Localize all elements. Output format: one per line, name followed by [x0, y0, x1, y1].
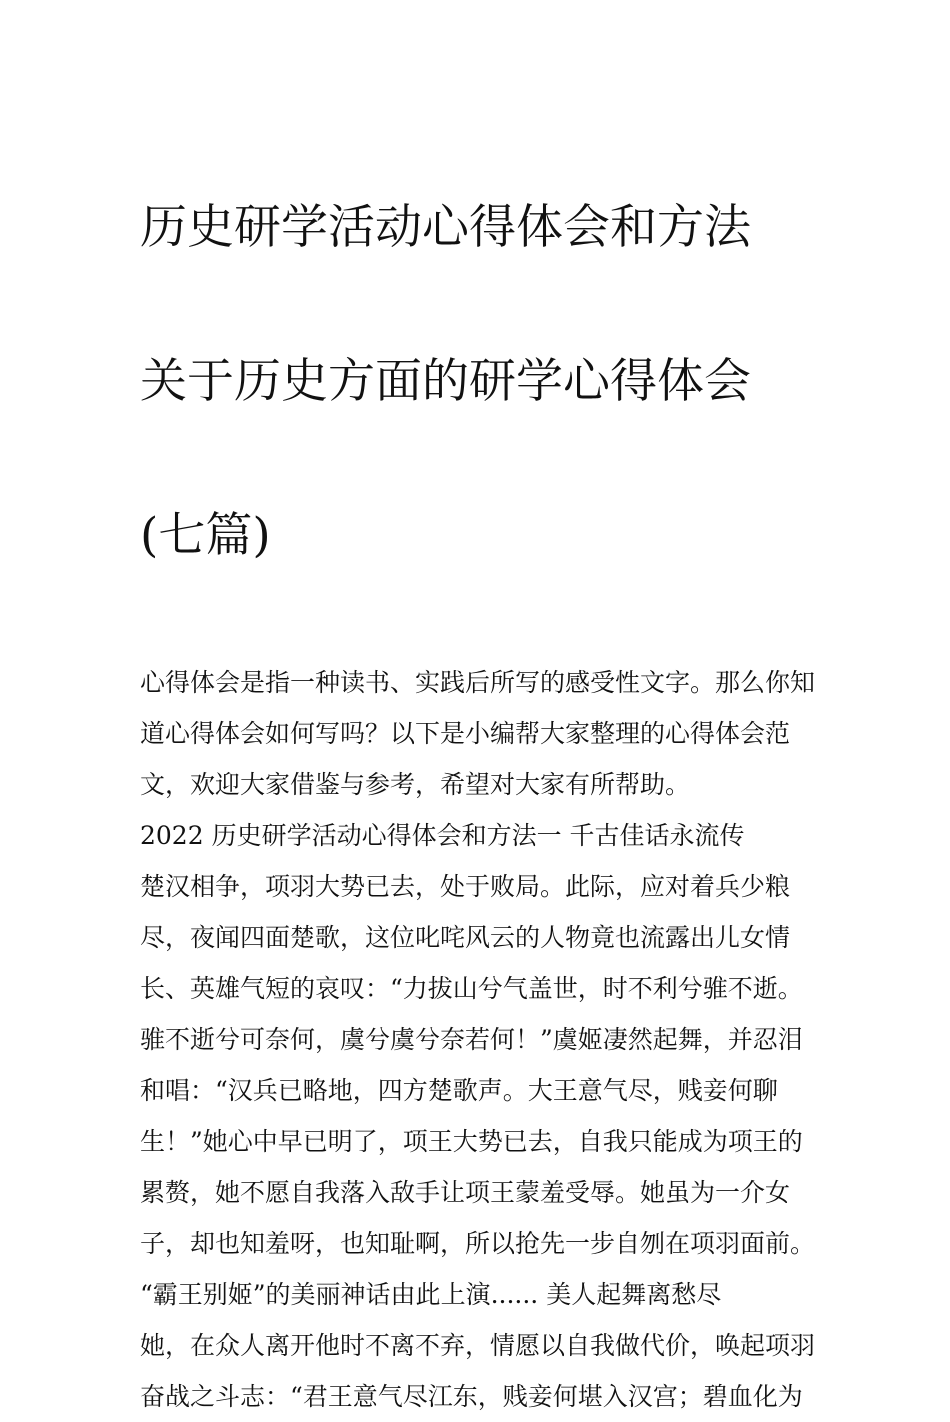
- body-line: 累赘，她不愿自我落入敌手让项王蒙羞受辱。她虽为一介女: [140, 1178, 791, 1207]
- title-line-1: 历史研学活动心得体会和方法: [140, 200, 751, 255]
- body-line: 楚汉相争，项羽大势已去，处于败局。此际，应对着兵少粮: [140, 872, 791, 901]
- body-line: 骓不逝兮可奈何，虞兮虞兮奈若何！”虞姬凄然起舞，并忍泪: [140, 1025, 803, 1054]
- body-line: 尽，夜闻四面楚歌，这位叱咤风云的人物竟也流露出儿女情: [140, 923, 791, 952]
- body-line: 长、英雄气短的哀叹：“力拔山兮气盖世，时不利兮骓不逝。: [140, 974, 803, 1003]
- document-content: [140, 112, 820, 1422]
- body-line: 子，却也知羞呀，也知耻啊，所以抢先一步自刎在项羽面前。: [140, 1229, 816, 1258]
- intro-line: 文，欢迎大家借鉴与参考，希望对大家有所帮助。: [140, 770, 691, 799]
- body-line: 生！”她心中早已明了，项王大势已去，自我只能成为项王的: [140, 1127, 803, 1156]
- title-line-3: (七篇): [140, 508, 271, 563]
- document-title: [140, 112, 820, 651]
- title-line-2: 关于历史方面的研学心得体会: [140, 354, 751, 409]
- intro-line: 道心得体会如何写吗？以下是小编帮大家整理的心得体会范: [140, 719, 791, 748]
- body-paragraph: [140, 861, 820, 1422]
- section-heading: 2022 历史研学活动心得体会和方法一 千古佳话永流传: [140, 821, 745, 850]
- body-line: 她，在众人离开他时不离不弃，情愿以自我做代价，唤起项羽: [140, 1331, 816, 1360]
- body-line: 和唱：“汉兵已略地，四方楚歌声。大王意气尽，贱妾何聊: [140, 1076, 778, 1105]
- body-line: 奋战之斗志：“君王意气尽江东，贱妾何堪入汉宫；碧血化为: [140, 1382, 803, 1411]
- intro-paragraph: [140, 657, 820, 810]
- intro-line: 心得体会是指一种读书、实践后所写的感受性文字。那么你知: [140, 668, 816, 697]
- body-line: “霸王别姬”的美丽神话由此上演...... 美人起舞离愁尽: [140, 1280, 722, 1309]
